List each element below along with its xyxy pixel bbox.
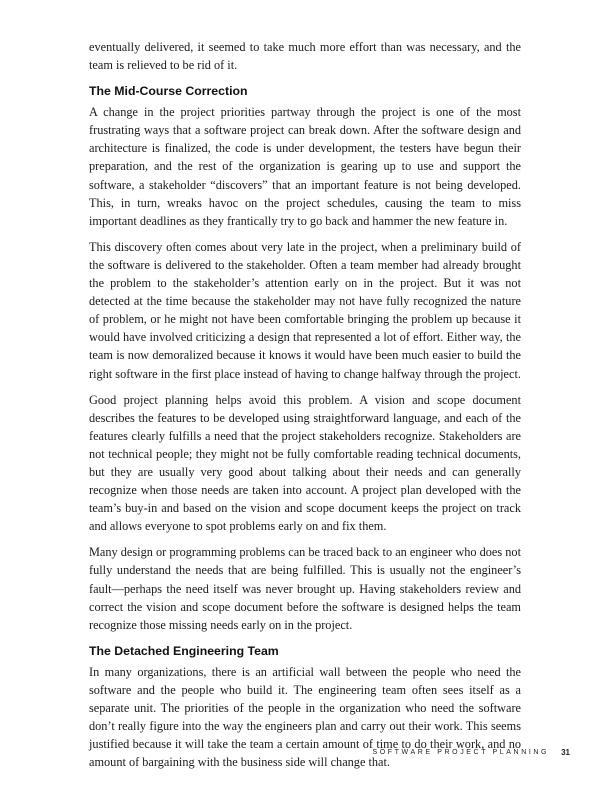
paragraph: In many organizations, there is an artificial wall between the people who need the software and the people who build it. The engineering team often sees itself as a separate unit. The priorities of the people in the organization who need the software don’t really figure into the way the engineers plan and carry out their work. This seems justified because it will take the team a certain amount of time to do their work, and no amount of bargaining with the business side will change that. (89, 664, 521, 770)
paragraph-continued: eventually delivered, it seemed to take much more effort than was necessary, and the team is relieved to be rid of it. (89, 40, 521, 73)
section-heading-detached-engineering-team: The Detached Engineering Team (89, 643, 279, 658)
page-footer (300, 748, 570, 757)
page-body (89, 38, 521, 779)
section-heading-mid-course-correction: The Mid-Course Correction (89, 84, 248, 99)
paragraph: A change in the project priorities partway through the project is one of the most frustrating ways that a software project can break down. After the software design and architecture is finalized, the code is under development, the testers have begun their preparation, and the rest of the organization is gearing up to use and support the software, a stakeholder “discovers” that an important feature is not being developed. This, in turn, wreaks havoc on the project schedules, causing the team to miss important deadlines as they frantically try to go back and hammer the new feature in. (89, 105, 521, 228)
paragraph: Good project planning helps avoid this problem. A vision and scope document describes the features to be developed using straightforward language, and each of the features clearly fulfills a need that the project stakeholders recognize. Stakeholders are not technical people; they might not be fully comfortable reading technical documents, but they are usually very good about talking about their needs and can generally recognize when those needs are taken into account. A project plan developed with the team’s buy-in and based on the vision and scope document keeps the project on track and allows everyone to spot problems early on and fix them. (89, 392, 521, 534)
paragraph: Many design or programming problems can be traced back to an engineer who does not fully understand the needs that are being fulfilled. This is usually not the engineer’s fault—perhaps the need itself was never brought up. Having stakeholders review and correct the vision and scope document before the software is designed helps the team recognize those missing needs early on in the project. (89, 545, 521, 632)
running-title: SOFTWARE PROJECT PLANNING (372, 749, 550, 756)
page-number: 31 (561, 748, 570, 757)
paragraph: This discovery often comes about very late in the project, when a preliminary build of the software is delivered to the stakeholder. Often a team member had already brought the problem to the stakeholder’s attention early on in the project. But it was not detected at the time because the stakeholder may not have fully recognized the nature of problem, or he might not have been comfortable bringing the problem up because it would have involved criticizing a design that represented a lot of effort. Either way, the team is now demoralized because it knows it would have been much easier to build the right software in the first place instead of having to change halfway through the project. (89, 239, 521, 381)
